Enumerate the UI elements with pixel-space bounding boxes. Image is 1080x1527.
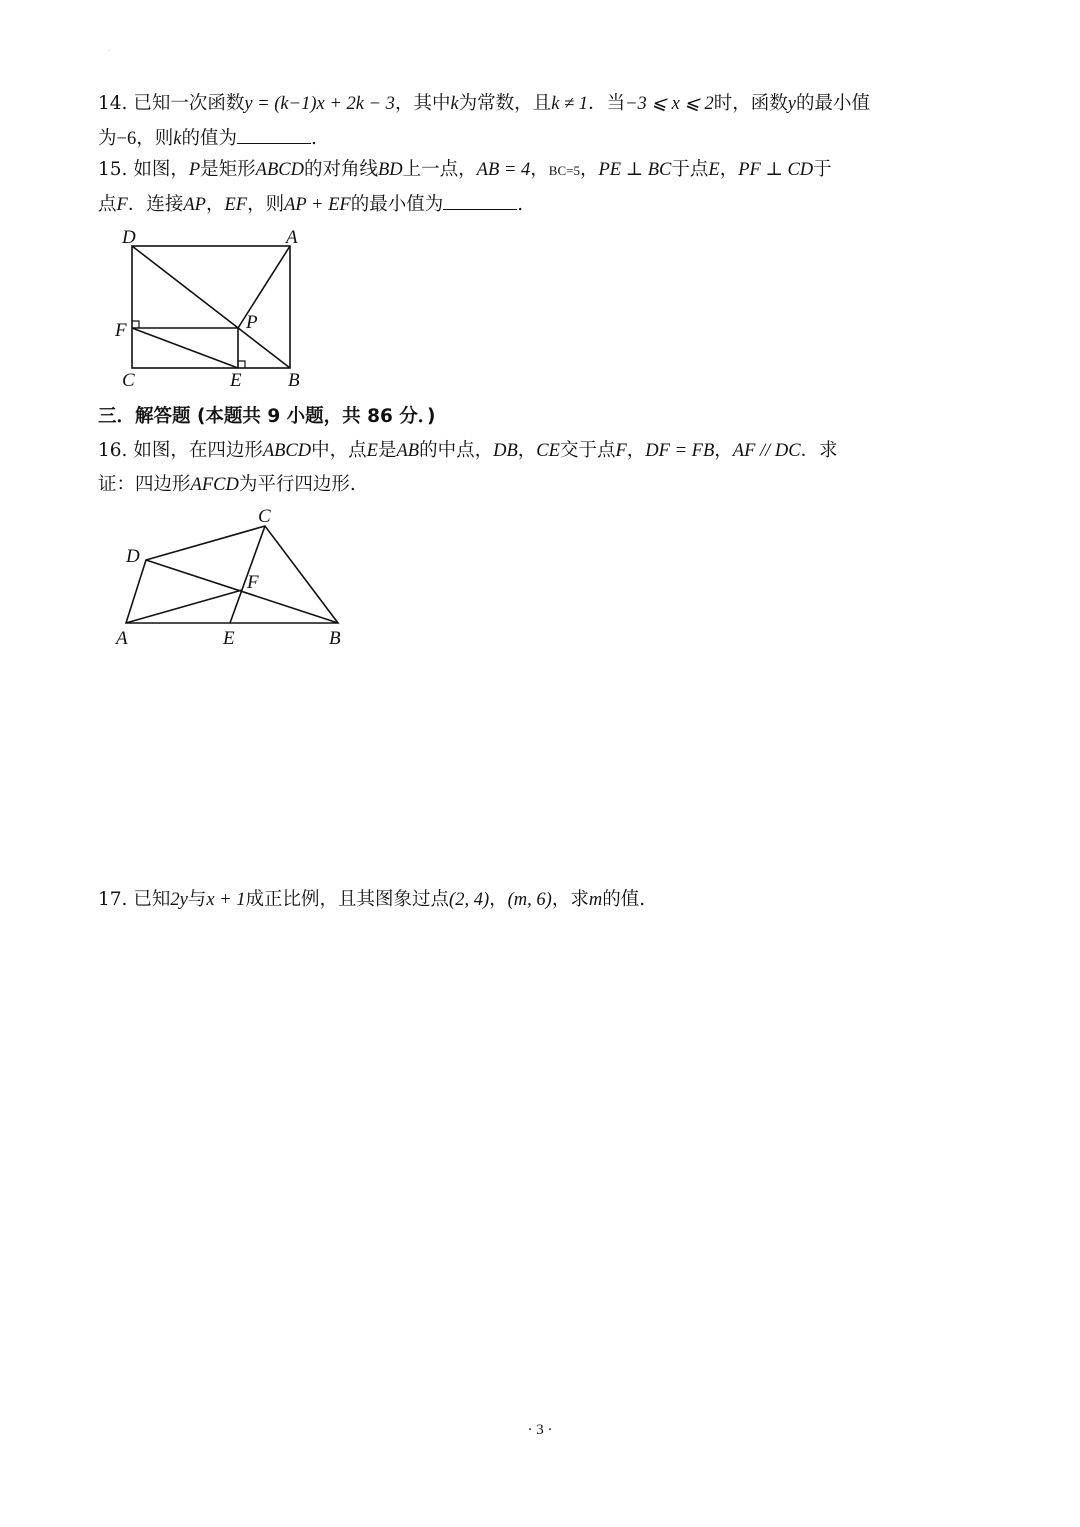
q14-var-k: k [173,129,182,149]
q16-text: 的中点， [419,440,494,461]
q16-text: 交于点 [559,440,616,461]
q14-line-1 [98,91,870,117]
label-a: A [286,227,298,248]
q17-text: 已知 [133,889,171,910]
page-number: · 3 · [527,1422,553,1438]
label-c: C [122,370,135,391]
q17-var-m: m [588,890,603,910]
q15-line-2 [98,191,523,218]
q15-text: 于点 [671,159,709,180]
q16-line-1: 16. 如图，在四边形ABCD中，点E是AB的中点，DB，CE交于点F，DF = FB，AF // DC．求 [98,440,838,461]
scan-speck: · [108,48,110,55]
q16-point-e: E [366,441,378,461]
q16-db: DB [493,441,518,461]
q17-x-plus-1: x + 1 [206,890,246,910]
q15-text: ， [205,194,225,215]
quad-abcd [126,526,338,623]
q14-text: 时，函数 [713,93,788,114]
q16-text: 证：四边形 [98,474,191,495]
q14-min-value: −6 [116,129,137,149]
label-c: C [258,506,271,527]
q16-text: 为平行四边形. [238,474,356,495]
q15-pf: PF ⊥ CD [738,160,814,180]
q14-range: −3 ⩽ x ⩽ 2 [625,94,714,114]
q16-afdc: AF // DC [732,441,801,461]
label-d: D [122,227,136,248]
q14-answer-blank[interactable] [237,125,311,144]
q16-text: ．求 [800,440,838,461]
label-f: F [247,572,259,593]
right-angle-e [238,361,245,368]
q16-afcd: AFCD [190,475,239,495]
q14-text: ，则 [136,128,174,149]
q14-line-2 [98,125,317,152]
segment-ef [132,328,238,368]
q16-ce: CE [536,441,560,461]
q15-text: ．连接 [127,194,184,215]
q14-equation: y = (k−1)x + 2k − 3 [244,94,395,114]
q15-bc: BC=5 [548,163,580,178]
segment-af [126,590,242,623]
q16-point-f: F [615,441,627,461]
q17-line-1 [98,887,645,913]
q14-text: 为 [98,128,117,149]
label-b: B [288,370,300,391]
right-angle-f [132,321,139,328]
q15-number: 15. [98,159,128,180]
q17-point-2: (m, 6) [507,890,552,910]
q15-diagonal: BD [377,160,403,180]
q15-text: 的对角线 [303,159,378,180]
q17-2y: 2y [170,890,188,910]
q14-text: 的最小值 [796,93,871,114]
q14-condition: k ≠ 1 [551,94,589,114]
q17-text: 成正比例，且其图象过点 [245,889,450,910]
q14-var-y: y [787,94,797,114]
q15-point-p: P [188,160,201,180]
label-f: F [115,320,127,341]
q15-ef: EF [224,195,248,215]
q15-answer-blank[interactable] [443,191,517,210]
q15-rect: ABCD [255,160,304,180]
q15-line-1 [98,157,832,184]
q14-number: 14. [98,93,128,114]
q16-text: 如图，在四边形 [133,440,263,461]
q15-figure [110,224,310,394]
q17-text: 的值. [602,889,646,910]
q14-text: ，其中 [394,93,451,114]
q14-text: 已知一次函数 [133,93,245,114]
q16-text: 中，点 [311,440,367,461]
label-e: E [223,628,235,649]
q16-figure [110,502,360,652]
q15-ab: AB = 4 [476,160,531,180]
q14-text: . [310,128,317,149]
label-d: D [126,546,140,567]
label-b: B [329,628,341,649]
q15-text: 上一点， [402,159,477,180]
q15-text: ， [719,159,739,180]
q14-text: ．当 [588,93,626,114]
q17-text: ，求 [551,889,589,910]
q14-var-k: k [450,94,459,114]
q15-text: ，则 [247,194,285,215]
q15-text: 是矩形 [200,159,256,180]
q15-pe: PE ⊥ BC [598,160,672,180]
label-a: A [116,628,128,649]
q16-ab: AB [396,441,420,461]
q15-text: 于 [813,159,832,180]
q17-text: ， [489,889,508,910]
q17-point-1: (2, 4) [449,890,490,910]
q15-point-f: F [116,195,128,215]
q15-text: ， [579,159,599,180]
q16-dffb: DF = FB [645,441,715,461]
q15-text: 如图， [133,159,189,180]
q14-text: 为常数，且 [458,93,552,114]
q16-quad: ABCD [262,441,312,461]
section-heading: 三．解答题 (本题共 9 小题，共 86 分．) [98,406,436,427]
diagonal-db [132,246,290,368]
q16-text: 是 [377,440,397,461]
label-e: E [230,370,242,391]
q17-text: 与 [187,889,207,910]
q16-line-2 [98,472,356,498]
q15-ap: AP [183,195,206,215]
q17-number: 17. [98,889,128,910]
q15-text: ， [530,159,549,180]
q15-text: 的最小值为 [350,194,444,215]
q15-sum: AP + EF [284,195,351,215]
q16-number: 16. [98,440,128,461]
q15-text: . [517,194,524,215]
q15-point-e: E [708,160,720,180]
q14-text: 的值为 [181,128,237,149]
label-p: P [246,312,258,333]
q15-text: 点 [98,194,117,215]
